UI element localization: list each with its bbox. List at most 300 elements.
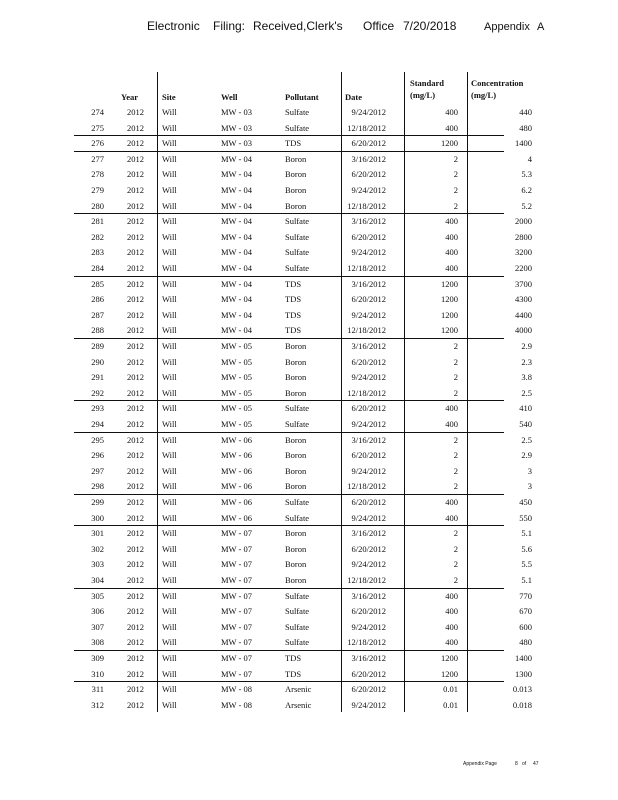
table-row [0,322,618,338]
table-row [0,151,618,167]
cell-concentration: 2.3 [521,356,532,367]
cell-concentration: 2.5 [521,434,532,445]
row-number: 312 [91,699,104,710]
table-row [0,385,618,401]
table-row [0,135,618,151]
cell-concentration: 3 [527,465,532,476]
cell-standard: 400 [445,606,458,617]
row-number: 310 [91,668,104,679]
cell-concentration: 1400 [515,138,532,149]
col-concentration: Concentration [471,78,524,88]
cell-concentration: 550 [519,512,532,523]
cell-year: 2012 [127,465,144,476]
cell-site: Will [162,200,177,211]
cell-date: 12/18/2012 [347,637,386,648]
table-row [0,338,618,354]
cell-year: 2012 [127,247,144,258]
cell-pollutant: Boron [285,356,307,367]
cell-site: Will [162,169,177,180]
row-number: 306 [91,606,104,617]
table-row [0,166,618,182]
cell-concentration: 440 [519,107,532,117]
cell-date: 3/16/2012 [351,434,386,445]
group-separator [74,151,504,152]
table-row [0,276,618,292]
cell-pollutant: Boron [285,481,307,492]
table-row [0,478,618,494]
table-row [0,229,618,245]
row-number: 302 [91,543,104,554]
cell-concentration: 670 [519,606,532,617]
cell-site: Will [162,512,177,523]
table-row [0,291,618,307]
cell-well: MW - 04 [221,325,253,336]
cell-site: Will [162,138,177,149]
cell-concentration: 3700 [515,278,532,289]
table-row [0,447,618,463]
cell-standard: 2 [453,341,458,351]
cell-site: Will [162,185,177,195]
cell-well: MW - 06 [221,434,253,445]
cell-well: MW - 05 [221,356,253,367]
cell-standard: 2 [453,450,458,461]
cell-pollutant: TDS [285,325,302,336]
cell-site: Will [162,559,177,570]
cell-pollutant: TDS [285,309,302,320]
cell-pollutant: Sulfate [285,107,310,117]
table-row [0,369,618,385]
cell-year: 2012 [127,263,144,273]
cell-pollutant: Boron [285,169,307,180]
cell-date: 9/24/2012 [351,107,386,117]
cell-concentration: 0.013 [512,684,532,695]
footer-total: 47 [533,761,539,767]
cell-date: 3/16/2012 [351,341,386,351]
cell-site: Will [162,419,177,429]
cell-well: MW - 08 [221,699,253,710]
cell-year: 2012 [127,590,144,601]
table-row [0,432,618,448]
cell-standard: 1200 [441,653,458,663]
cell-site: Will [162,153,177,164]
cell-pollutant: TDS [285,294,302,305]
cell-standard: 0.01 [443,684,458,695]
cell-concentration: 3 [527,481,532,492]
cell-site: Will [162,356,177,367]
cell-year: 2012 [127,372,144,383]
row-number: 284 [91,263,104,273]
cell-site: Will [162,434,177,445]
table-row [0,510,618,526]
table-row [0,556,618,572]
cell-year: 2012 [127,387,144,398]
cell-well: MW - 07 [221,606,253,617]
table-row [0,104,618,120]
row-number: 304 [91,575,104,585]
table-row [0,260,618,276]
table-row [0,697,618,713]
cell-year: 2012 [127,341,144,351]
cell-year: 2012 [127,684,144,695]
cell-site: Will [162,325,177,336]
cell-standard: 400 [445,512,458,523]
cell-concentration: 480 [519,637,532,648]
cell-standard: 2 [453,465,458,476]
row-number: 281 [91,216,104,227]
cell-concentration: 5.2 [521,200,532,211]
cell-concentration: 3.8 [521,372,532,383]
cell-pollutant: Boron [285,575,307,585]
cell-pollutant: Sulfate [285,231,310,242]
row-number: 293 [91,403,104,414]
cell-pollutant: TDS [285,138,302,149]
cell-standard: 400 [445,263,458,273]
table-row [0,588,618,604]
group-separator [74,432,504,433]
cell-date: 9/24/2012 [351,559,386,570]
cell-concentration: 410 [519,403,532,414]
cell-concentration: 4 [527,153,532,164]
cell-concentration: 600 [519,621,532,632]
cell-pollutant: Boron [285,543,307,554]
col-well: Well [221,92,238,102]
row-number: 303 [91,559,104,570]
cell-concentration: 6.2 [521,185,532,195]
cell-standard: 1200 [441,668,458,679]
group-separator [74,135,504,136]
cell-site: Will [162,528,177,539]
row-number: 287 [91,309,104,320]
cell-well: MW - 07 [221,590,253,601]
cell-site: Will [162,263,177,273]
cell-concentration: 1400 [515,653,532,663]
cell-date: 6/20/2012 [351,543,386,554]
cell-concentration: 2800 [515,231,532,242]
table-row [0,182,618,198]
table-row [0,650,618,666]
cell-pollutant: Boron [285,153,307,164]
row-number: 275 [91,122,104,133]
cell-pollutant: Sulfate [285,637,310,648]
cell-standard: 2 [453,543,458,554]
group-separator [74,525,504,526]
row-number: 305 [91,590,104,601]
group-separator [74,650,504,651]
row-number: 308 [91,637,104,648]
cell-well: MW - 07 [221,653,253,663]
row-number: 298 [91,481,104,492]
col-concentration-unit: (mg/L) [471,90,497,100]
cell-year: 2012 [127,309,144,320]
cell-pollutant: Boron [285,372,307,383]
table-row [0,120,618,136]
row-number: 276 [91,138,104,149]
cell-well: MW - 04 [221,200,253,211]
cell-pollutant: TDS [285,668,302,679]
cell-date: 9/24/2012 [351,699,386,710]
cell-concentration: 770 [519,590,532,601]
cell-well: MW - 07 [221,668,253,679]
cell-concentration: 5.1 [521,528,532,539]
cell-concentration: 5.3 [521,169,532,180]
cell-site: Will [162,372,177,383]
cell-concentration: 2.9 [521,341,532,351]
cell-date: 12/18/2012 [347,387,386,398]
cell-well: MW - 04 [221,247,253,258]
cell-standard: 400 [445,497,458,507]
cell-site: Will [162,231,177,242]
cell-well: MW - 07 [221,528,253,539]
row-number: 294 [91,419,104,429]
cell-well: MW - 05 [221,419,253,429]
cell-standard: 1200 [441,294,458,305]
cell-year: 2012 [127,668,144,679]
cell-pollutant: TDS [285,653,302,663]
cell-year: 2012 [127,138,144,149]
cell-standard: 400 [445,403,458,414]
cell-concentration: 480 [519,122,532,133]
cell-concentration: 5.5 [521,559,532,570]
cell-pollutant: Sulfate [285,263,310,273]
cell-well: MW - 04 [221,169,253,180]
cell-well: MW - 06 [221,497,253,507]
cell-year: 2012 [127,637,144,648]
cell-site: Will [162,481,177,492]
cell-standard: 1200 [441,138,458,149]
cell-standard: 400 [445,122,458,133]
cell-year: 2012 [127,575,144,585]
cell-year: 2012 [127,200,144,211]
cell-date: 12/18/2012 [347,200,386,211]
cell-site: Will [162,637,177,648]
table-row [0,463,618,479]
row-number: 282 [91,231,104,242]
cell-pollutant: Boron [285,341,307,351]
row-number: 286 [91,294,104,305]
cell-year: 2012 [127,294,144,305]
cell-date: 12/18/2012 [347,263,386,273]
cell-date: 6/20/2012 [351,684,386,695]
cell-year: 2012 [127,434,144,445]
cell-pollutant: TDS [285,278,302,289]
header-date: 7/20/2018 [403,19,457,33]
cell-standard: 400 [445,216,458,227]
table-row [0,354,618,370]
row-number: 277 [91,153,104,164]
cell-year: 2012 [127,278,144,289]
cell-concentration: 2200 [515,263,532,273]
cell-standard: 400 [445,637,458,648]
cell-date: 9/24/2012 [351,465,386,476]
cell-year: 2012 [127,606,144,617]
cell-standard: 2 [453,169,458,180]
cell-pollutant: Sulfate [285,621,310,632]
cell-year: 2012 [127,621,144,632]
cell-well: MW - 06 [221,481,253,492]
cell-site: Will [162,653,177,663]
cell-pollutant: Boron [285,200,307,211]
col-site: Site [162,92,176,102]
cell-concentration: 3200 [515,247,532,258]
cell-date: 6/20/2012 [351,138,386,149]
cell-pollutant: Boron [285,559,307,570]
table-row [0,307,618,323]
cell-site: Will [162,278,177,289]
cell-standard: 2 [453,434,458,445]
cell-date: 9/24/2012 [351,185,386,195]
cell-site: Will [162,450,177,461]
cell-site: Will [162,621,177,632]
cell-pollutant: Arsenic [285,684,312,695]
table-row [0,198,618,214]
cell-date: 6/20/2012 [351,169,386,180]
cell-well: MW - 05 [221,341,253,351]
cell-pollutant: Sulfate [285,590,310,601]
row-number: 309 [91,653,104,663]
cell-date: 6/20/2012 [351,231,386,242]
cell-year: 2012 [127,653,144,663]
row-number: 299 [91,497,104,507]
cell-date: 9/24/2012 [351,512,386,523]
cell-standard: 2 [453,356,458,367]
cell-standard: 1200 [441,278,458,289]
col-standard: Standard [410,78,445,88]
row-number: 285 [91,278,104,289]
cell-site: Will [162,699,177,710]
cell-site: Will [162,216,177,227]
cell-standard: 400 [445,247,458,258]
table-row [0,244,618,260]
cell-pollutant: Boron [285,465,307,476]
header-office: Office [363,19,395,33]
cell-site: Will [162,543,177,554]
cell-site: Will [162,684,177,695]
cell-site: Will [162,387,177,398]
cell-concentration: 0.018 [512,699,532,710]
row-number: 311 [91,684,104,695]
cell-concentration: 4300 [515,294,532,305]
cell-standard: 400 [445,621,458,632]
cell-standard: 2 [453,185,458,195]
cell-well: MW - 04 [221,294,253,305]
table-row [0,666,618,682]
cell-standard: 0.01 [443,699,458,710]
cell-year: 2012 [127,169,144,180]
group-separator [74,400,504,401]
cell-well: MW - 07 [221,543,253,554]
row-number: 288 [91,325,104,336]
cell-pollutant: Sulfate [285,247,310,258]
cell-date: 12/18/2012 [347,325,386,336]
cell-site: Will [162,606,177,617]
header-filing: Filing: [213,19,246,33]
cell-year: 2012 [127,185,144,195]
cell-pollutant: Sulfate [285,512,310,523]
cell-date: 9/24/2012 [351,247,386,258]
cell-year: 2012 [127,481,144,492]
cell-well: MW - 05 [221,403,253,414]
cell-year: 2012 [127,450,144,461]
group-separator [74,588,504,589]
cell-date: 12/18/2012 [347,575,386,585]
cell-well: MW - 04 [221,263,253,273]
row-number: 295 [91,434,104,445]
cell-well: MW - 07 [221,559,253,570]
cell-year: 2012 [127,216,144,227]
cell-well: MW - 07 [221,621,253,632]
cell-date: 9/24/2012 [351,419,386,429]
row-number: 278 [91,169,104,180]
cell-concentration: 2.9 [521,450,532,461]
cell-date: 9/24/2012 [351,621,386,632]
cell-well: MW - 05 [221,387,253,398]
cell-pollutant: Boron [285,450,307,461]
row-number: 290 [91,356,104,367]
cell-pollutant: Boron [285,185,307,195]
cell-concentration: 5.6 [521,543,532,554]
cell-well: MW - 04 [221,231,253,242]
row-number: 300 [91,512,104,523]
cell-date: 6/20/2012 [351,606,386,617]
cell-site: Will [162,341,177,351]
cell-well: MW - 04 [221,185,253,195]
cell-standard: 400 [445,231,458,242]
cell-standard: 2 [453,387,458,398]
cell-year: 2012 [127,528,144,539]
cell-pollutant: Sulfate [285,606,310,617]
cell-well: MW - 04 [221,278,253,289]
cell-date: 3/16/2012 [351,278,386,289]
table-row [0,541,618,557]
cell-site: Will [162,403,177,414]
cell-well: MW - 07 [221,637,253,648]
cell-well: MW - 06 [221,465,253,476]
footer-page: 8 [515,761,518,767]
cell-year: 2012 [127,122,144,133]
table-row [0,525,618,541]
table-row [0,603,618,619]
cell-date: 3/16/2012 [351,153,386,164]
row-number: 296 [91,450,104,461]
cell-standard: 2 [453,481,458,492]
row-number: 292 [91,387,104,398]
header-appendix-letter: A [537,21,545,33]
row-number: 289 [91,341,104,351]
table-row [0,572,618,588]
cell-well: MW - 03 [221,138,253,149]
cell-year: 2012 [127,497,144,507]
col-date: Date [345,92,362,102]
table-row [0,619,618,635]
cell-site: Will [162,309,177,320]
cell-date: 6/20/2012 [351,497,386,507]
footer-of: of [522,761,527,767]
header-electronic: Electronic [147,19,200,33]
group-separator [74,681,504,682]
footer-label: Appendix Page [463,761,497,767]
cell-site: Will [162,668,177,679]
cell-concentration: 450 [519,497,532,507]
cell-standard: 2 [453,153,458,164]
cell-standard: 2 [453,528,458,539]
cell-date: 9/24/2012 [351,309,386,320]
cell-site: Will [162,122,177,133]
cell-site: Will [162,107,177,117]
cell-pollutant: Arsenic [285,699,312,710]
cell-pollutant: Boron [285,387,307,398]
cell-date: 6/20/2012 [351,294,386,305]
cell-well: MW - 06 [221,512,253,523]
